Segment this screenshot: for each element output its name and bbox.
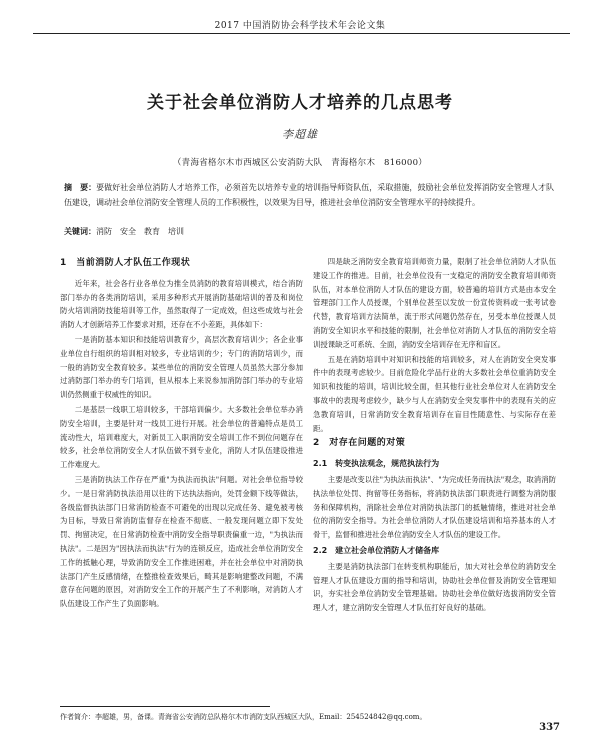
- paragraph: 一是消防基本知识和技能培训教育少，高层次教育培训少；各企业事业单位自行组织的培训相对较多，专业培训的少；专门的消防培训少，而一般的消防安全教育较多。某些单位的消防安全管理人员虽然大部分参加过消防部门举办的专门培训，但从根本上来说参加消防部门举办的专业培训仍然侧重于权威性的知识。: [60, 334, 303, 400]
- paragraph: 主要是消防执法部门在转变机构职能后，加大对社会单位的消防安全管理人才队伍建设方面的指导和培训，协助社会单位督及消防安全管理知识，夯实社会单位消防安全管理基础。协助社会单位做好选拔消防安全管理人才，建立消防安全管理人才队伍打好良好的基础。: [313, 561, 556, 613]
- author-footnote: 作者简介：李超雄，男，备课。青海省公安消防总队格尔木市消防支队西城区大队，Email：254524842@qq.com。: [60, 713, 427, 721]
- page-number: 337: [539, 722, 560, 733]
- paragraph: 三是消防执法工作存在严重"为执法而执法"问题。对社会单位指导较少。一是日常消防执法沿用以往的下达执法指向，处罚金额下线等做法，各级监督执法部门日常消防检查不可避免的出现以完成任务、避免被考核为目标，导致日常消防监督存在检查不彻底、一般发现问题立即下发处罚、拘留决定，在日常消防检查中消防安全指导职责偏重一边，"为执法而执法"。二是因为"因执法而执法"行为的连锁反应，造成社会单位消防安全工作的抵触心理，导致消防安全工作推进困难，并在社会单位中对消防执法部门产生反感情绪，在整推检查效果后，畸其是影响建整改问题，不满意存在问题的原因，对消防安全工作的开展产生了不利影响，对消防人才队伍建设工作产生了负面影响。: [60, 474, 303, 609]
- running-header: 2017 中国消防协会科学技术年会论文集: [214, 21, 386, 31]
- abstract: [64, 180, 554, 210]
- paper-title: 关于社会单位消防人才培养的几点思考: [147, 93, 453, 113]
- paragraph: 四是缺乏消防安全教育培训师资力量，限制了社会单位消防人才队伍建设工作的推进。目前，社会单位没有一支稳定的消防安全教育培训师资队伍，对本单位消防人才队伍的建设方面，较普遍的培训方式是由本安全管理部门工作人员授课，个别单位甚至以发放一份宣传资料或一张考试卷代替，教育培训方法简单，流于形式问题仍然存在，另受本单位授课人员消防安全知识水平和技能的限制，社会单位对消防人才队伍的消防安全培训授课缺乏可系统、全面，消防安全培训存在无序和盲区。: [313, 257, 556, 349]
- abstract-text: 要做好社会单位消防人才培养工作，必须首先以培养专业的培训指导师资队伍，采取措施，鼓励社会单位发挥消防安全管理人才队伍建设，调动社会单位消防安全管理人员的工作积极性，以效果为目导，推进社会单位消防安全管理水平的持续提升。: [64, 183, 555, 207]
- subsection-2-2-heading: 2.2 建立社会单位消防人才储备库: [313, 545, 440, 555]
- keywords-text: 消防 安全 教育 培训: [96, 227, 184, 236]
- right-column: [313, 255, 556, 616]
- paragraph: 二是基层一线职工培训较多，干部培训偏少。大多数社会单位举办消防安全培训，主要是针对一线员工进行开展。社会单位的普遍特点是员工流动性大，培训难度大，对新员工入职消防安全培训工作不到位问题存在较多，社会单位消防安全人才队伍做不到专业化，消防人才队伍建设推进工作难度大。: [60, 404, 303, 470]
- header-rule: [33, 33, 570, 34]
- section-2-heading: 2 对存在问题的对策: [313, 438, 406, 449]
- section-1-heading: 1 当前消防人才队伍工作现状: [60, 258, 191, 268]
- left-column: [60, 255, 303, 612]
- keywords-label: 关键词：: [64, 227, 96, 236]
- author-name: 李超雄: [282, 128, 318, 141]
- author-affiliation: （青海省格尔木市西城区公安消防大队 青海格尔木 816000）: [172, 158, 428, 168]
- abstract-label: 摘 要：: [64, 183, 97, 192]
- footnote-rule: [60, 706, 270, 707]
- keywords: [64, 226, 554, 238]
- paragraph: 近年来，社会各行业各单位为推全员消防的教育培训模式，结合消防部门举办的各类消防培训，采用多种形式开展消防基础培训的普及和岗位防火培训消防技能培训等工作，虽然取得了一定成效，但这些成效与社会消防人才创新培养工作要求对照，还存在不小差距，具体如下：: [60, 278, 303, 330]
- paragraph: 主要是改变以往"为执法而执法"、"为完成任务而执法"观念，取消消防执法单位处罚、拘留等任务指标，将消防执法部门职责进行调整为消防服务和保障机构，消除社会单位对消防执法部门的抵触情绪，推进对社会单位的消防安全指导。为社会单位消防人才队伍建设培训和培养基本的人才骨干，监督和推进社会单位消防安全人才队伍的建设工作。: [313, 474, 556, 540]
- subsection-2-1-heading: 2.1 转变执法观念，规范执法行为: [313, 459, 440, 469]
- paragraph: 五是在消防培训中对知识和技能的培训较多，对人在消防安全突发事件中的表现考虑较少。目前危险化学品行业的大多数社会单位重消防安全知识和技能的培训，培训比较全面，但其他行业社会单位对人在消防安全事故中的表现考虑较少，缺少与人在消防安全突发事件中的表现有关的应急教育培训，日常消防安全教育培训存在盲目性随意性、与实际存在差距。: [313, 354, 556, 433]
